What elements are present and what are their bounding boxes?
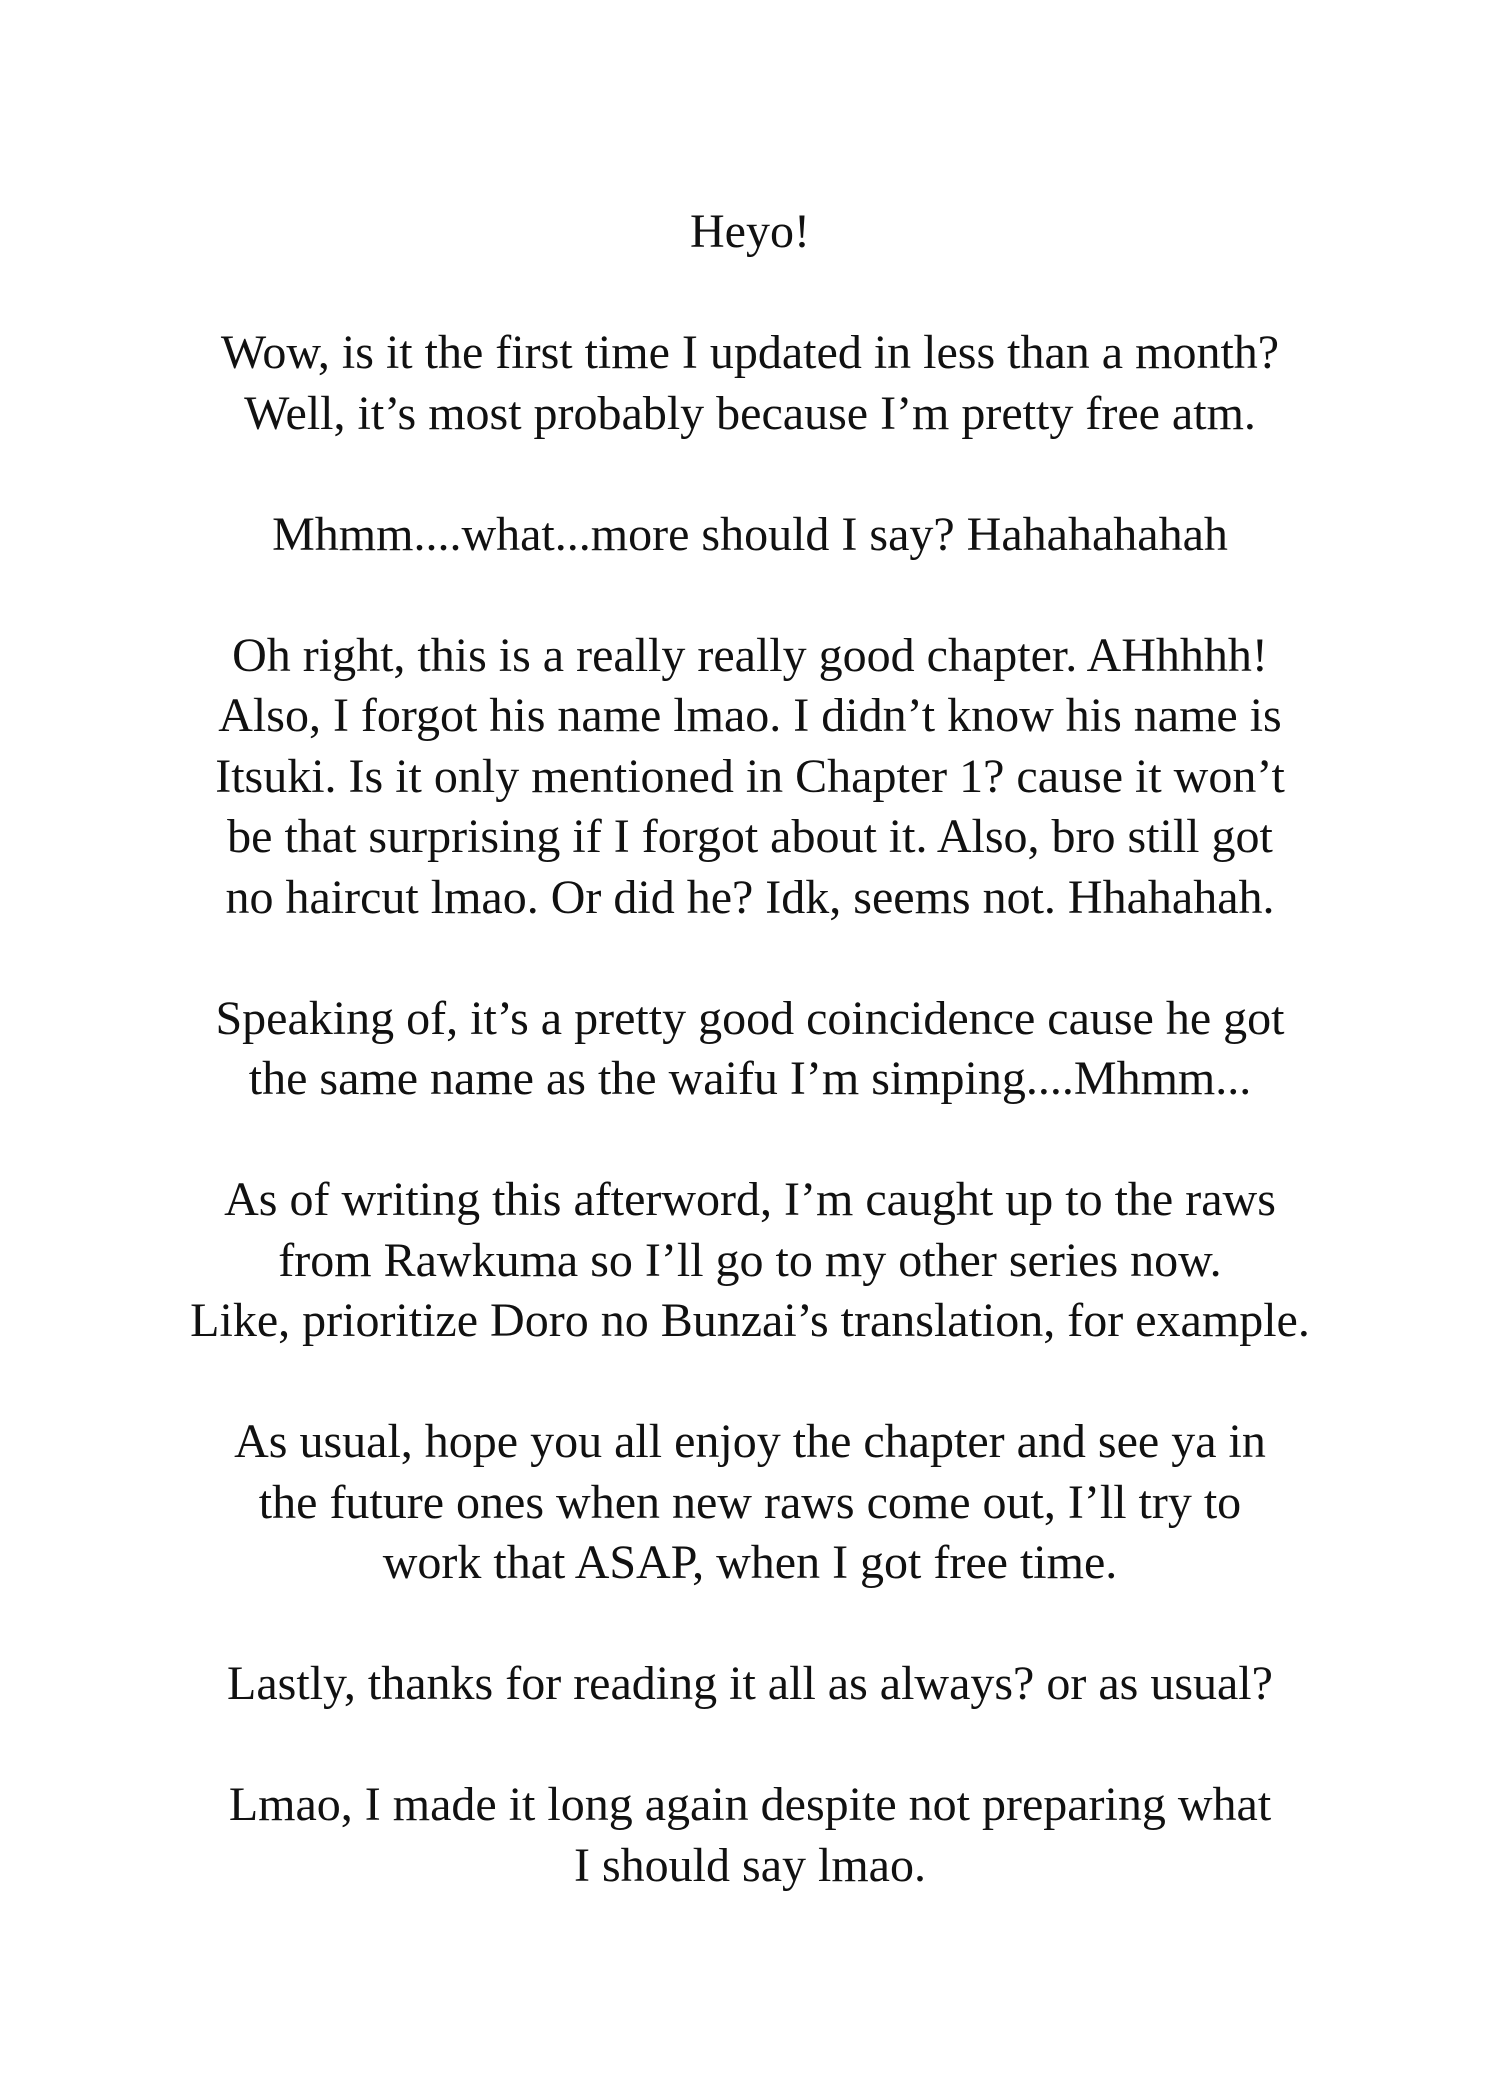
paragraph-greeting	[0, 202, 1500, 263]
paragraph-musing	[0, 505, 1500, 566]
paragraph-coincidence	[0, 989, 1500, 1110]
paragraph-progress	[0, 1170, 1500, 1352]
text-line: Like, prioritize Doro no Bunzai’s translation, for example.	[190, 1294, 1310, 1347]
paragraph-closing-wishes	[0, 1412, 1500, 1594]
text-line: Wow, is it the first time I updated in less than a month?	[220, 326, 1280, 379]
paragraph-thanks	[0, 1654, 1500, 1715]
text-line: Speaking of, it’s a pretty good coincidence cause he got	[215, 991, 1285, 1045]
text-line: Mhmm....what...more should I say? Hahahahahah	[272, 507, 1228, 561]
text-line: Lmao, I made it long again despite not preparing what	[228, 1778, 1272, 1831]
afterword-text	[0, 202, 1500, 1957]
text-line: As of writing this afterword, I’m caught up to the raws	[224, 1173, 1276, 1226]
paragraph-chapter-thoughts	[0, 626, 1500, 929]
text-line: the same name as the waifu I’m simping....Mhmm...	[248, 1052, 1252, 1105]
text-line: work that ASAP, when I got free time.	[382, 1536, 1118, 1589]
text-line: Well, it’s most probably because I’m pretty free atm.	[244, 386, 1256, 440]
text-line: from Rawkuma so I’ll go to my other series now.	[278, 1233, 1222, 1287]
text-line: the future ones when new raws come out, I’ll try to	[258, 1475, 1242, 1529]
paragraph-signoff	[0, 1775, 1500, 1896]
text-line: Itsuki. Is it only mentioned in Chapter 1? cause it won’t	[215, 749, 1285, 803]
text-line: Lastly, thanks for reading it all as always? or as usual?	[227, 1657, 1273, 1710]
text-line: no haircut lmao. Or did he? Idk, seems not. Hhahahah.	[225, 870, 1275, 924]
text-line: Also, I forgot his name lmao. I didn’t know his name is	[218, 689, 1282, 742]
text-line: be that surprising if I forgot about it. Also, bro still got	[227, 810, 1273, 863]
text-line: Oh right, this is a really really good chapter. AHhhhh!	[232, 628, 1268, 682]
text-line: I should say lmao.	[574, 1838, 926, 1892]
paragraph-update-note	[0, 323, 1500, 444]
text-line: As usual, hope you all enjoy the chapter and see ya in	[234, 1415, 1266, 1468]
text-line: Heyo!	[690, 205, 810, 258]
